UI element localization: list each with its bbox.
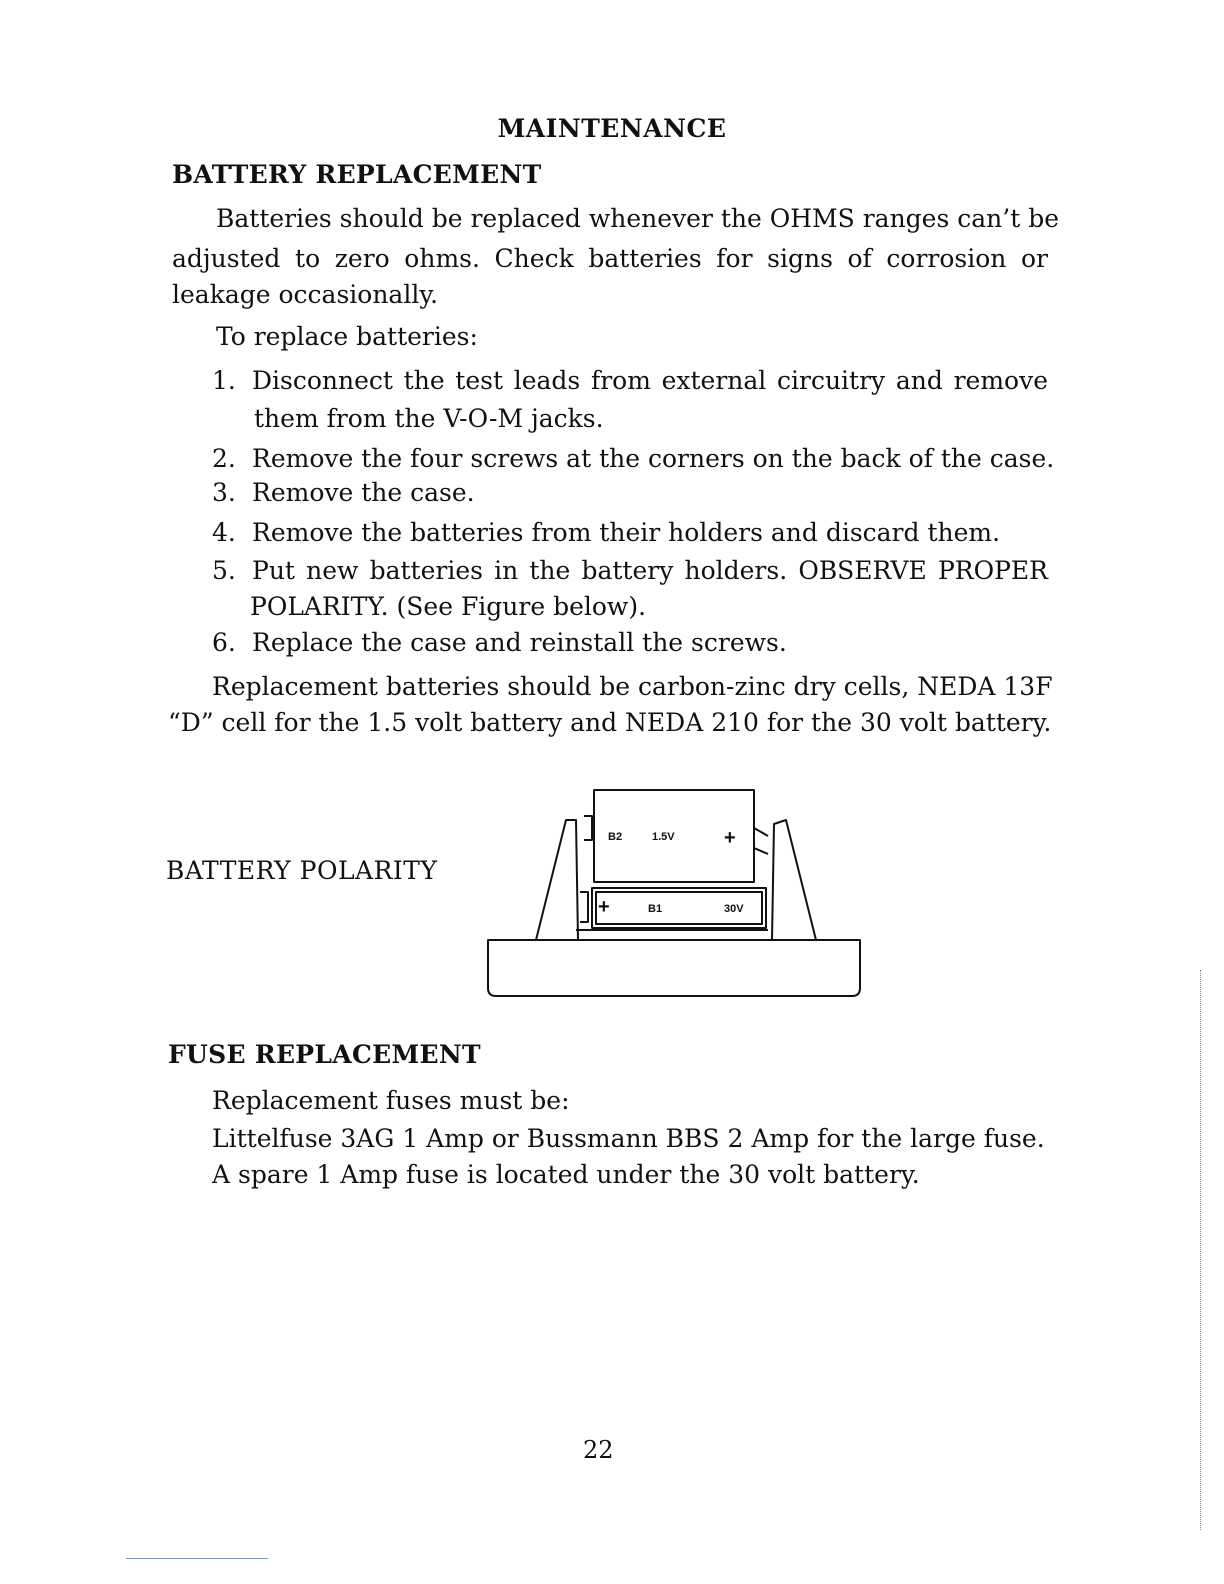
step-text: Remove the batteries from their holders and discard them. — [252, 518, 1001, 547]
step-number: 3. — [212, 478, 236, 507]
scan-edge-mark — [1200, 970, 1201, 1530]
step-item — [212, 444, 1055, 473]
intro-line: leakage occasionally. — [172, 280, 439, 309]
step-number: 1. — [212, 366, 236, 395]
step-item — [212, 518, 1000, 547]
right-support-bracket — [772, 820, 816, 940]
page-title: MAINTENANCE — [497, 114, 727, 143]
step-item — [212, 628, 787, 657]
step-text: Remove the case. — [252, 478, 475, 507]
battery-b2-plus: + — [724, 827, 736, 849]
figure-label: BATTERY POLARITY — [166, 856, 438, 885]
battery-holder-base — [488, 940, 860, 996]
step-text: Disconnect the test leads from external circuitry and remove — [252, 366, 1048, 395]
step-item — [212, 478, 475, 507]
battery-b1-clip — [580, 892, 588, 922]
replacement-line: “D” cell for the 1.5 volt battery and NEDA 210 for the 30 volt battery. — [168, 708, 1052, 737]
intro-line: Batteries should be replaced whenever the OHMS ranges can’t be — [216, 204, 1059, 233]
step-number: 6. — [212, 628, 236, 657]
page-number: 22 — [583, 1436, 614, 1464]
battery-b1-plus: + — [598, 896, 610, 918]
battery-b1-voltage: 30V — [724, 903, 744, 915]
step-text-continued: them from the V-O-M jacks. — [254, 404, 604, 433]
battery-b1-name: B1 — [648, 903, 663, 915]
step-text: Put new batteries in the battery holders. OBSERVE PROPER — [252, 556, 1048, 585]
steps-intro: To replace batteries: — [216, 322, 478, 351]
step-text-continued: POLARITY. (See Figure below). — [250, 592, 647, 621]
battery-polarity-figure — [480, 780, 880, 1010]
intro-line: adjusted to zero ohms. Check batteries for signs of corrosion or — [172, 244, 1048, 273]
step-number: 4. — [212, 518, 236, 547]
step-number: 2. — [212, 444, 236, 473]
step-number: 5. — [212, 556, 236, 585]
fuse-line: Replacement fuses must be: — [212, 1086, 570, 1115]
battery-b2-clip — [584, 816, 592, 840]
step-item — [212, 556, 1048, 585]
step-text: Remove the four screws at the corners on the back of the case. — [252, 444, 1055, 473]
left-support-bracket — [536, 820, 578, 940]
battery-replacement-heading: BATTERY REPLACEMENT — [172, 160, 542, 189]
battery-b2-name: B2 — [608, 831, 623, 843]
replacement-line: Replacement batteries should be carbon-zinc dry cells, NEDA 13F — [212, 672, 1053, 701]
fuse-replacement-heading: FUSE REPLACEMENT — [168, 1040, 481, 1069]
battery-b2-voltage: 1.5V — [652, 831, 675, 843]
step-text: Replace the case and reinstall the screws. — [252, 628, 787, 657]
fuse-line: A spare 1 Amp fuse is located under the 30 volt battery. — [212, 1160, 920, 1189]
step-item — [212, 366, 1048, 395]
scan-underline-mark — [126, 1558, 268, 1559]
fuse-line: Littelfuse 3AG 1 Amp or Bussmann BBS 2 Amp for the large fuse. — [212, 1124, 1045, 1153]
